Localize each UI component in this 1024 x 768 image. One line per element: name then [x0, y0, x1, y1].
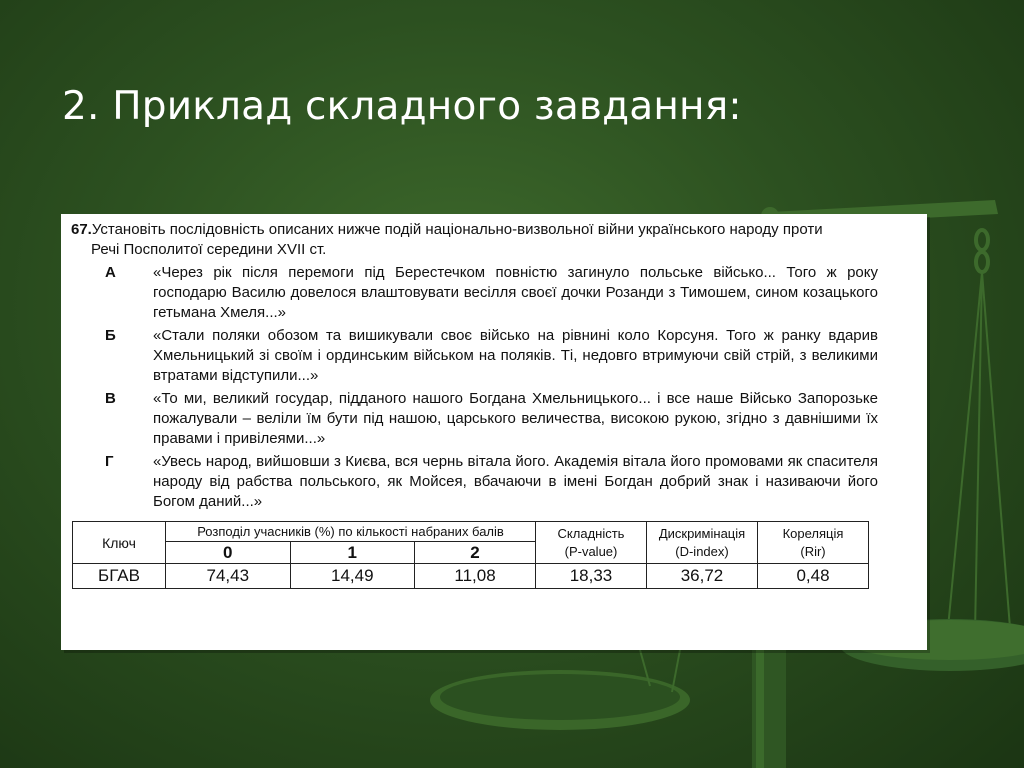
score-1-cell: 14,49 [290, 564, 415, 589]
score-2-header: 2 [415, 542, 536, 564]
correlation-cell: 0,48 [758, 564, 869, 589]
correlation-header-line2: (Rir) [800, 543, 826, 559]
option-g [71, 452, 917, 512]
option-v [71, 389, 917, 449]
score-1-header: 1 [290, 542, 415, 564]
correlation-header-line1: Кореляція [782, 525, 844, 541]
option-letter: А [105, 264, 116, 281]
question-text: Установіть послідовність описаних нижче подій національно-визвольної війни українського народу проти [91, 221, 823, 238]
option-b [71, 326, 917, 386]
option-letter: Г [105, 453, 114, 470]
key-cell: БГАВ [73, 564, 166, 589]
discrimination-header-line1: Дискримінація [658, 525, 746, 541]
slide-title: 2. Приклад складного завдання: [62, 84, 742, 129]
difficulty-header-line1: Складність [557, 525, 625, 541]
option-a [71, 263, 917, 323]
stats-table [72, 521, 869, 589]
score-2-cell: 11,08 [415, 564, 536, 589]
table-row [73, 564, 869, 589]
option-text: «Стали поляки обозом та вишикували своє військо на рівнині коло Корсуня. Того ж ранку вдарив Хмельницький зі своїм і ординським військом на поляків. Ті, недовго втримуючи свій стрій, з великими втратами відступили...» [153, 327, 878, 384]
option-letter: Б [105, 327, 116, 344]
question-document [61, 214, 927, 650]
distribution-header: Розподіл учасників (%) по кількості набраних балів [166, 522, 536, 542]
question-text-continuation: Речі Посполитої середини XVII ст. [91, 241, 327, 258]
discrimination-header-line2: (D-index) [675, 543, 729, 559]
option-text: «То ми, великий государ, підданого нашого Богдана Хмельницького... і все наше Військо Запорозьке пожалували – веліли їм бути під нашою, царського величества, високою рукою, згідно з давнішими їх правами і привілеями...» [153, 390, 878, 447]
difficulty-cell: 18,33 [536, 564, 647, 589]
difficulty-header-line2: (P-value) [564, 543, 618, 559]
correlation-header [758, 522, 869, 564]
option-text: «Через рік після перемоги під Берестечком повністю загинуло польське військо... Того ж року господарю Василю довелося влаштовувати весілля своєї дочки Розанди з Тимошем, сином козацького гетьмана Хмеля...» [153, 264, 878, 321]
difficulty-header [536, 522, 647, 564]
score-0-header: 0 [166, 542, 291, 564]
key-header: Ключ [73, 522, 166, 564]
question-number: 67. [71, 221, 92, 238]
discrimination-cell: 36,72 [647, 564, 758, 589]
question-header [71, 220, 917, 260]
option-text: «Увесь народ, вийшовши з Києва, вся чернь вітала його. Академія вітала його промовами як спасителя народу від рабства польського, як Мойсея, вбачаючи в імені Богдан добрий знак і називаючи його Богом даний...» [153, 453, 878, 510]
option-letter: В [105, 390, 116, 407]
discrimination-header [647, 522, 758, 564]
score-0-cell: 74,43 [166, 564, 291, 589]
